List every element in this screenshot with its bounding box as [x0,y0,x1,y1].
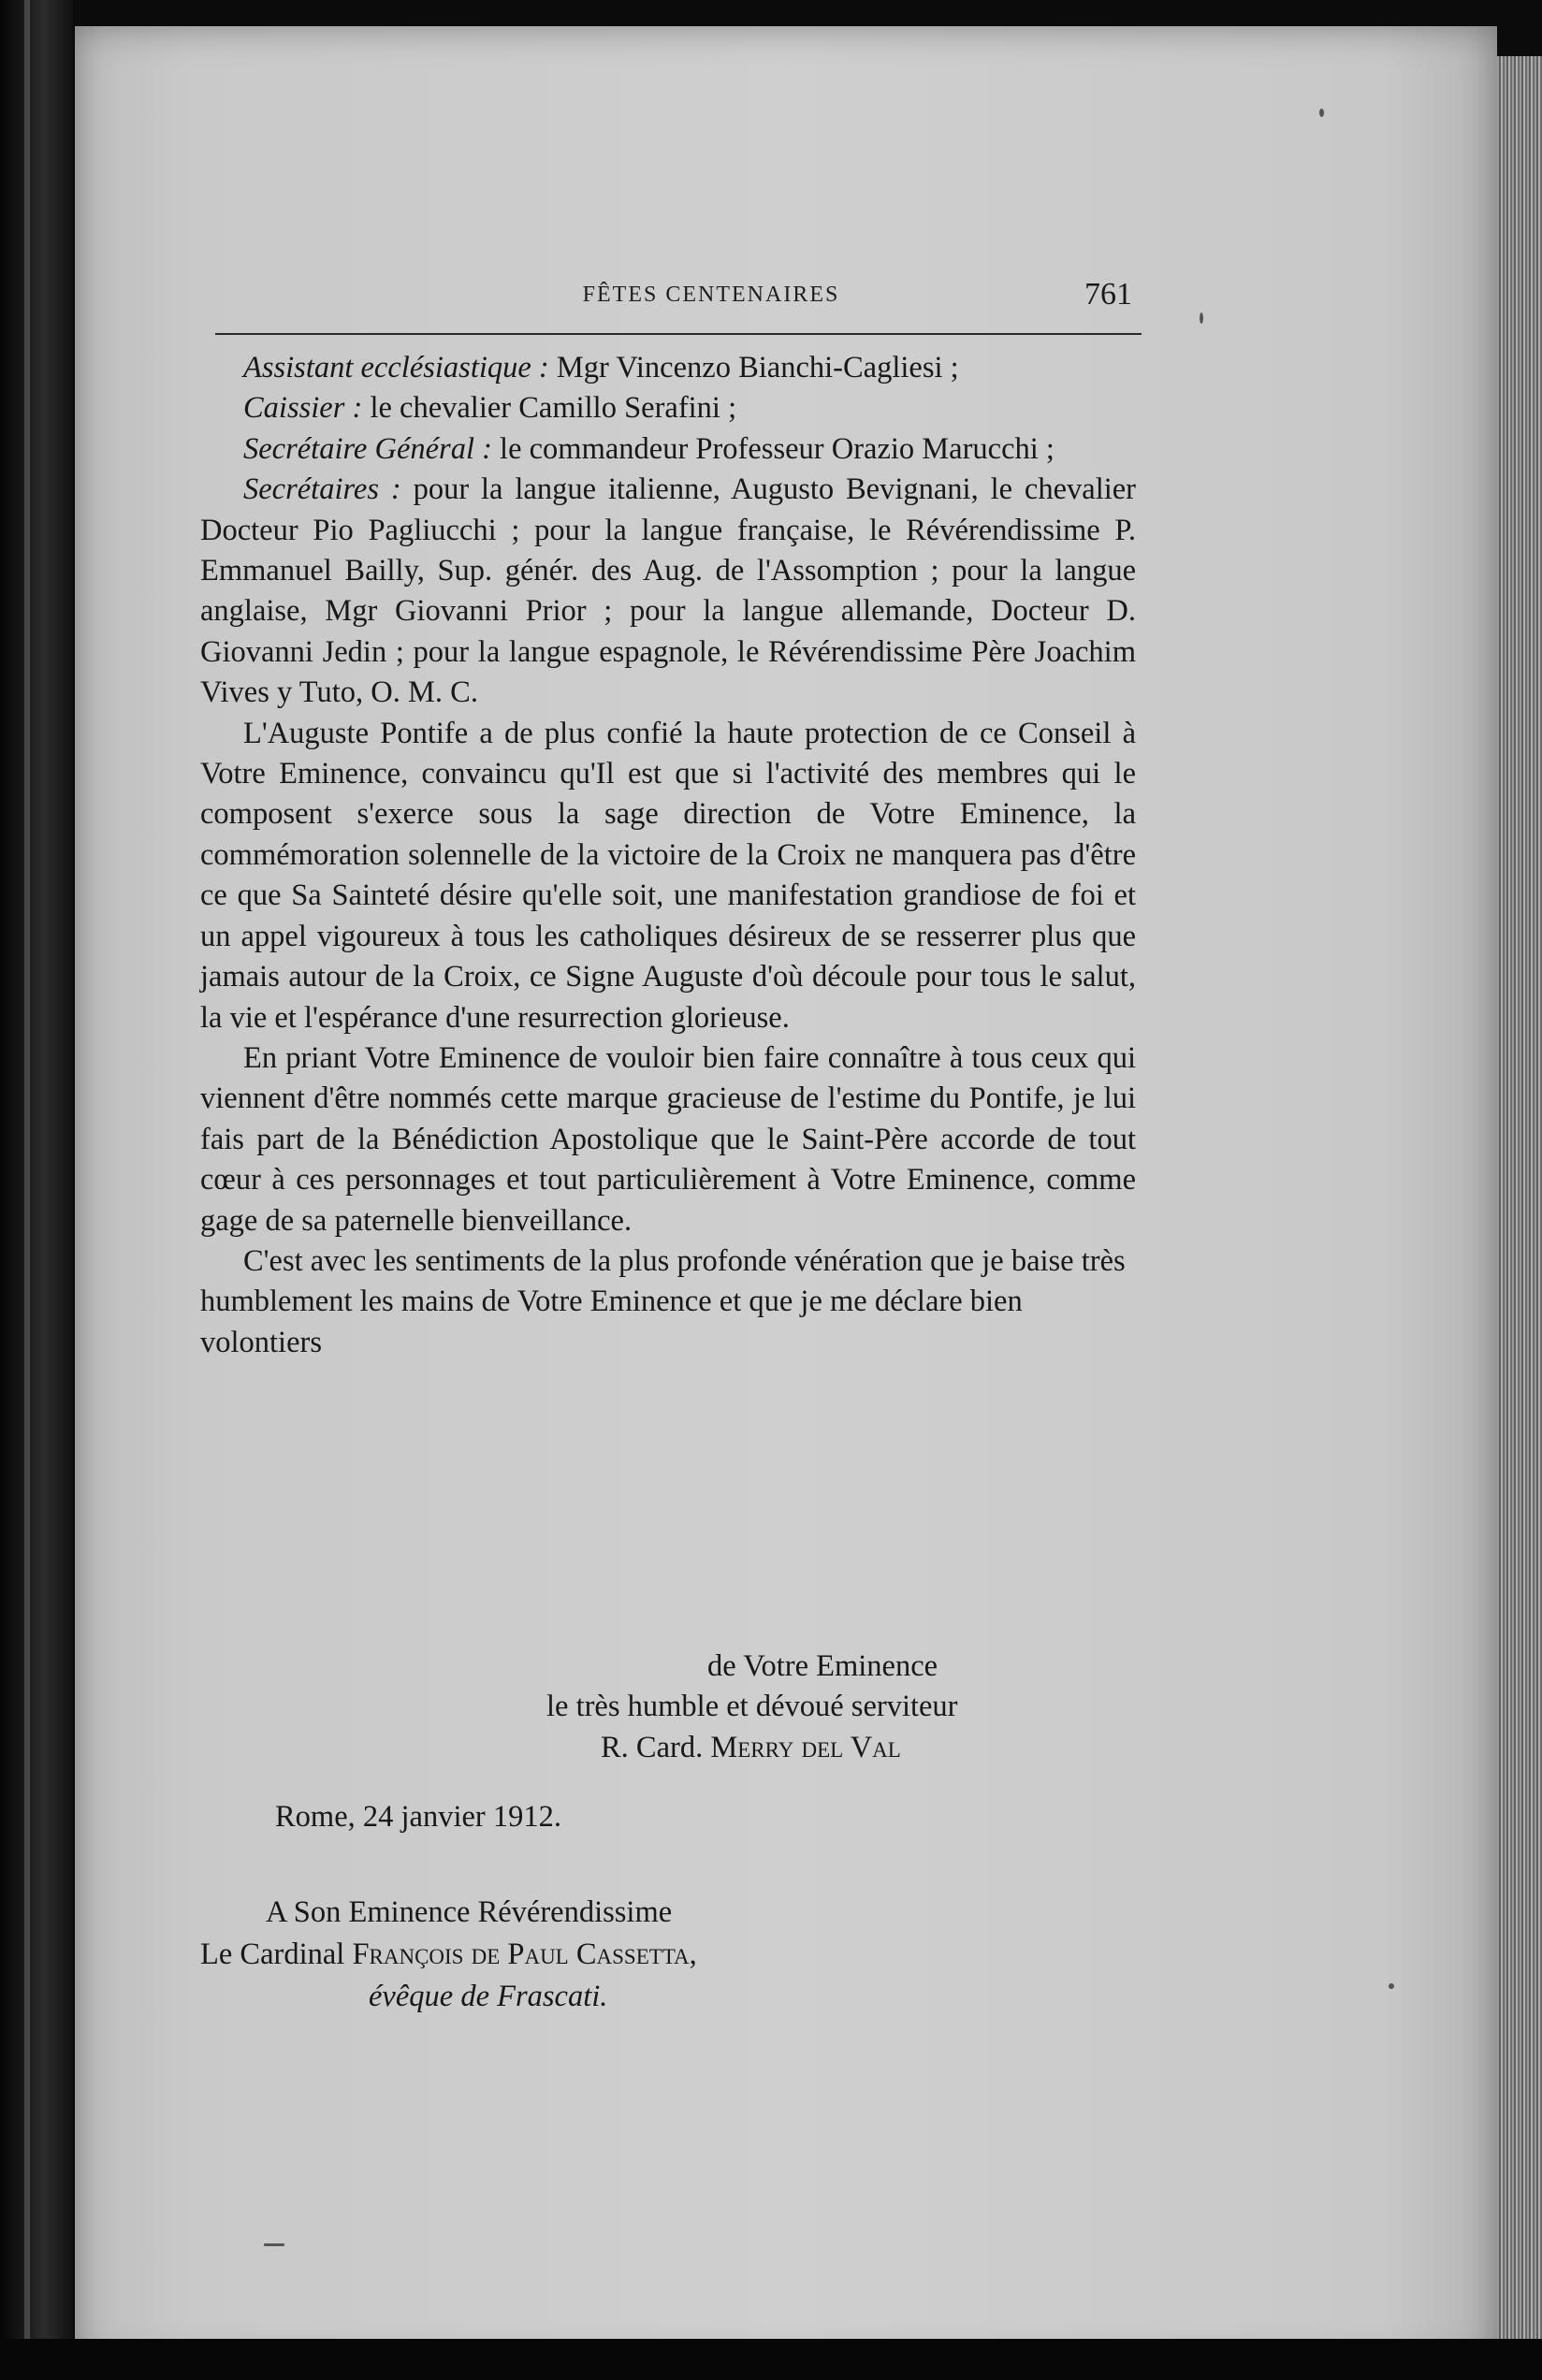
scan-border [0,2339,1542,2380]
paragraph-text: L'Auguste Pontife a de plus confié la haute protection de ce Conseil à Votre Eminence, convaincu qu'Il est que si l'activité des membres qui le composent s'exerce sous la sage direction de Votre Eminence, la commémoration solennelle de la victoire de la Croix ne manquera pas d'être ce que Sa Sainteté désire qu'elle soit, une manifestation grandiose de foi et un appel vigoureux à tous les catholiques désireux de se resserrer plus que jamais autour de la Croix, ce Signe Auguste d'où découle pour tous le salut, la vie et l'espérance d'une resurrection glorieuse. [200,716,1136,1035]
role-label: Caissier : [243,391,363,426]
paragraph [200,388,1136,428]
signature-line [200,1728,1136,1768]
paragraph-text: le chevalier Camillo Serafini ; [362,391,737,426]
paragraph-text: C'est avec les sentiments de la plus profonde vénération que je baise très humblement les mains de Votre Eminence et que je me déclare bien volontiers [200,1243,1126,1359]
paragraph-text: En priant Votre Eminence de vouloir bien faire connaître à tous ceux qui viennent d'être nommés cette marque gracieuse de l'estime du Pontife, je lui fais part de la Bénédiction Apostolique que le Saint-Père accorde de tout cœur à ces personnages et tout particulièrement à Votre Eminence, comme gage de sa paternelle bienveillance. [200,1040,1136,1238]
addressee-line: A Son Eminence Révérendissime [266,1895,673,1929]
letter-closing [200,1647,1136,1768]
paragraph [200,714,1136,1038]
role-label: Secrétaires : [243,472,401,507]
book-page-edges [1497,56,1542,2358]
addressee-line [200,1934,1136,1976]
page-header [215,277,1142,335]
signature-prefix: R. Card. [601,1730,711,1764]
role-label: Assistant ecclésiastique : [243,351,549,385]
addressee-block [200,1892,1136,2018]
body-text [200,348,1136,1363]
role-label: Secrétaire Général : [243,431,492,466]
signatory-name: Merry del Val [710,1730,901,1764]
addressee-prefix: Le Cardinal [200,1937,353,1971]
scan-speck [1319,109,1324,117]
paragraph [200,1038,1136,1241]
closing-line: de Votre Eminence [707,1649,938,1683]
addressee-name: François de Paul Cassetta, [352,1937,697,1971]
paragraph [200,1241,1136,1363]
paragraph-text: pour la langue italienne, Augusto Bevignani, le chevalier Docteur Pio Pagliucchi ; pour la langue française, le Révérendissime P. Emmanuel Bailly, Sup. génér. des Aug. de l'Assomption ; pour la langue anglaise, Mgr Giovanni Prior ; pour la langue allemande, Docteur D. Giovanni Jedin ; pour la langue espagnole, le Révérendissime Père Joachim Vives y Tuto, O. M. C. [200,472,1136,710]
paragraph-text: le commandeur Professeur Orazio Marucchi ; [491,431,1055,466]
scan-speck [264,2243,284,2246]
paragraph [200,348,1136,388]
dateline: Rome, 24 janvier 1912. [275,1800,561,1834]
scan-speck [1200,312,1203,324]
closing-line: le très humble et dévoué serviteur [546,1690,958,1724]
running-head: FÊTES CENTENAIRES [582,283,840,307]
paragraph-text: Mgr Vincenzo Bianchi-Cagliesi ; [548,351,959,385]
previous-page-edge [0,0,73,2380]
scan-speck [1389,1983,1394,1989]
paragraph [200,429,1136,470]
addressee-line: évêque de Frascati. [369,1980,608,2013]
paragraph [200,470,1136,713]
page-number: 761 [1084,277,1132,312]
